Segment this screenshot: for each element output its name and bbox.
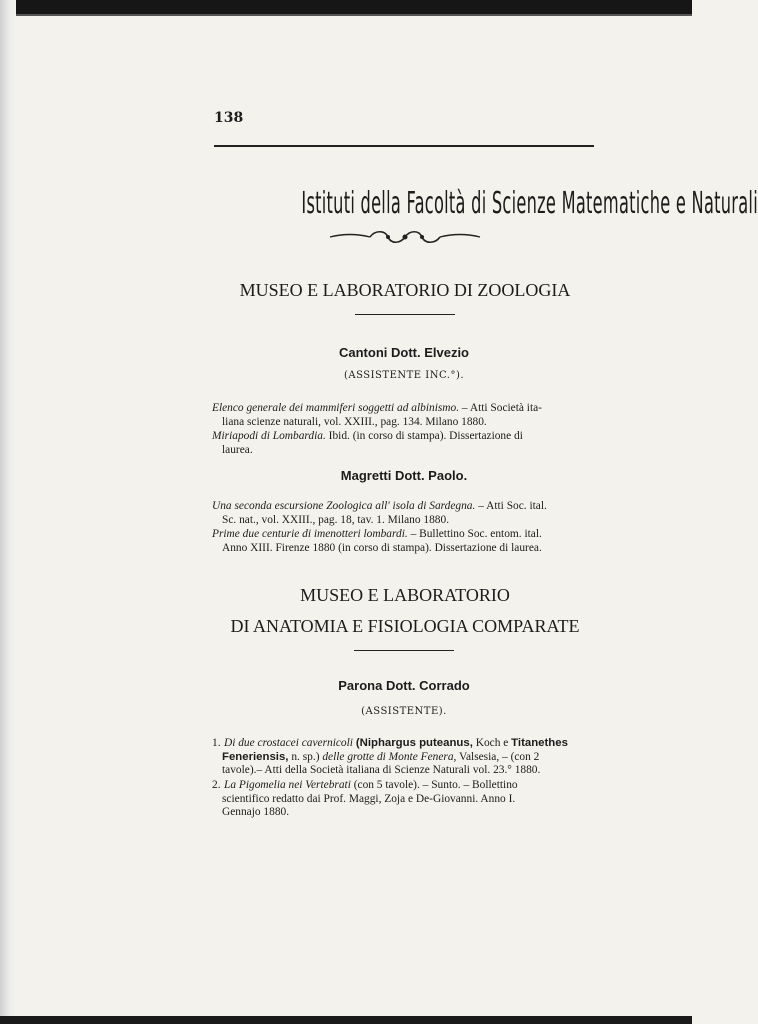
entry-line: Sc. nat., vol. XXIII., pag. 18, tav. 1. Milano 1880. [222, 513, 450, 526]
entry-line [212, 751, 598, 765]
entry-text: – Atti Soc. ital. [475, 500, 547, 512]
entry-line [212, 528, 598, 542]
numbered-entry [212, 737, 598, 778]
entry-text: – Atti Società ita- [459, 402, 542, 414]
section-title-anatomy: MUSEO E LABORATORIO [300, 585, 510, 605]
bibliography-entry [212, 500, 598, 527]
entry-title: Miriapodi di Lombardia. [212, 430, 326, 442]
author-role: (ASSISTENTE). [361, 706, 447, 717]
entry-number: 1. [212, 737, 221, 749]
scan-top-line [0, 14, 692, 16]
entry-title: Elenco generale dei mammiferi soggetti ad albinismo. [212, 402, 460, 414]
entry-text: Ibid. (in corso di stampa). Dissertazione di [325, 430, 523, 442]
ornament-flourish [330, 228, 480, 246]
author-name: Parona Dott. Corrado [338, 678, 470, 693]
author-name: Cantoni Dott. Elvezio [339, 345, 469, 360]
entry-text: Koch e [472, 737, 512, 749]
section-title-anatomy-line2: DI ANATOMIA E FISIOLOGIA COMPARATE [230, 616, 580, 636]
entry-title: delle grotte di Monte Fenera [322, 750, 454, 763]
entry-line: liana scienze naturali, vol. XXIII., pag. 134. Milano 1880. [222, 415, 487, 428]
entry-line: Anno XIII. Firenze 1880 (in corso di stampa). Dissertazione di laurea. [222, 541, 542, 554]
species-name: Titanethes [511, 737, 568, 749]
entry-line: tavole).– Atti della Società italiana di Scienze Naturali vol. 23.° 1880. [222, 764, 541, 776]
entry-text: n. sp.) [288, 750, 323, 763]
entry-title: La Pigomelia nei Vertebrati [224, 779, 351, 791]
page-number: 138 [214, 110, 244, 126]
entry-number: 2. [212, 779, 221, 791]
entry-line [212, 500, 598, 514]
scan-bottom-edge [0, 1016, 692, 1024]
section-title-zoology: MUSEO E LABORATORIO DI ZOOLOGIA [239, 280, 571, 300]
scan-left-edge [0, 0, 16, 1024]
entry-text: (con 5 tavole). – Sunto. – Bollettino [350, 779, 518, 791]
entry-line [212, 402, 598, 416]
entry-title: Una seconda escursione Zoologica all' isola di Sardegna. [212, 500, 476, 512]
entry-line: laurea. [222, 443, 253, 456]
entry-line [212, 779, 598, 793]
author-name: Magretti Dott. Paolo. [340, 468, 468, 483]
page-heading: Istituti della Facoltà di Scienze Matematiche e Naturali [301, 186, 758, 221]
entry-title: Prime due centurie di imenotteri lombardi. [212, 528, 408, 540]
species-name: (Niphargus puteanus, [355, 737, 473, 749]
section-rule [354, 650, 454, 651]
entry-title: Di due crostacei cavernicoli [224, 737, 353, 749]
bibliography-entry [212, 402, 598, 429]
numbered-entry [212, 779, 598, 820]
bibliography-entry [212, 528, 598, 555]
bibliography-entry [212, 430, 598, 457]
section-rule [355, 314, 455, 315]
author-role: (ASSISTENTE INC.°). [343, 370, 465, 381]
entry-text: , Valsesia, – (con 2 [453, 750, 540, 763]
entry-text: – Bullettino Soc. entom. ital. [407, 528, 542, 540]
entry-line [212, 430, 598, 444]
species-name: Feneriensis, [222, 750, 289, 763]
entry-line: Gennajo 1880. [222, 806, 290, 818]
header-rule [214, 145, 594, 147]
scan-top-edge [0, 0, 692, 14]
entry-line [212, 737, 598, 751]
entry-line: scientifico redatto dai Prof. Maggi, Zoja e De-Giovanni. Anno I. [222, 792, 516, 805]
